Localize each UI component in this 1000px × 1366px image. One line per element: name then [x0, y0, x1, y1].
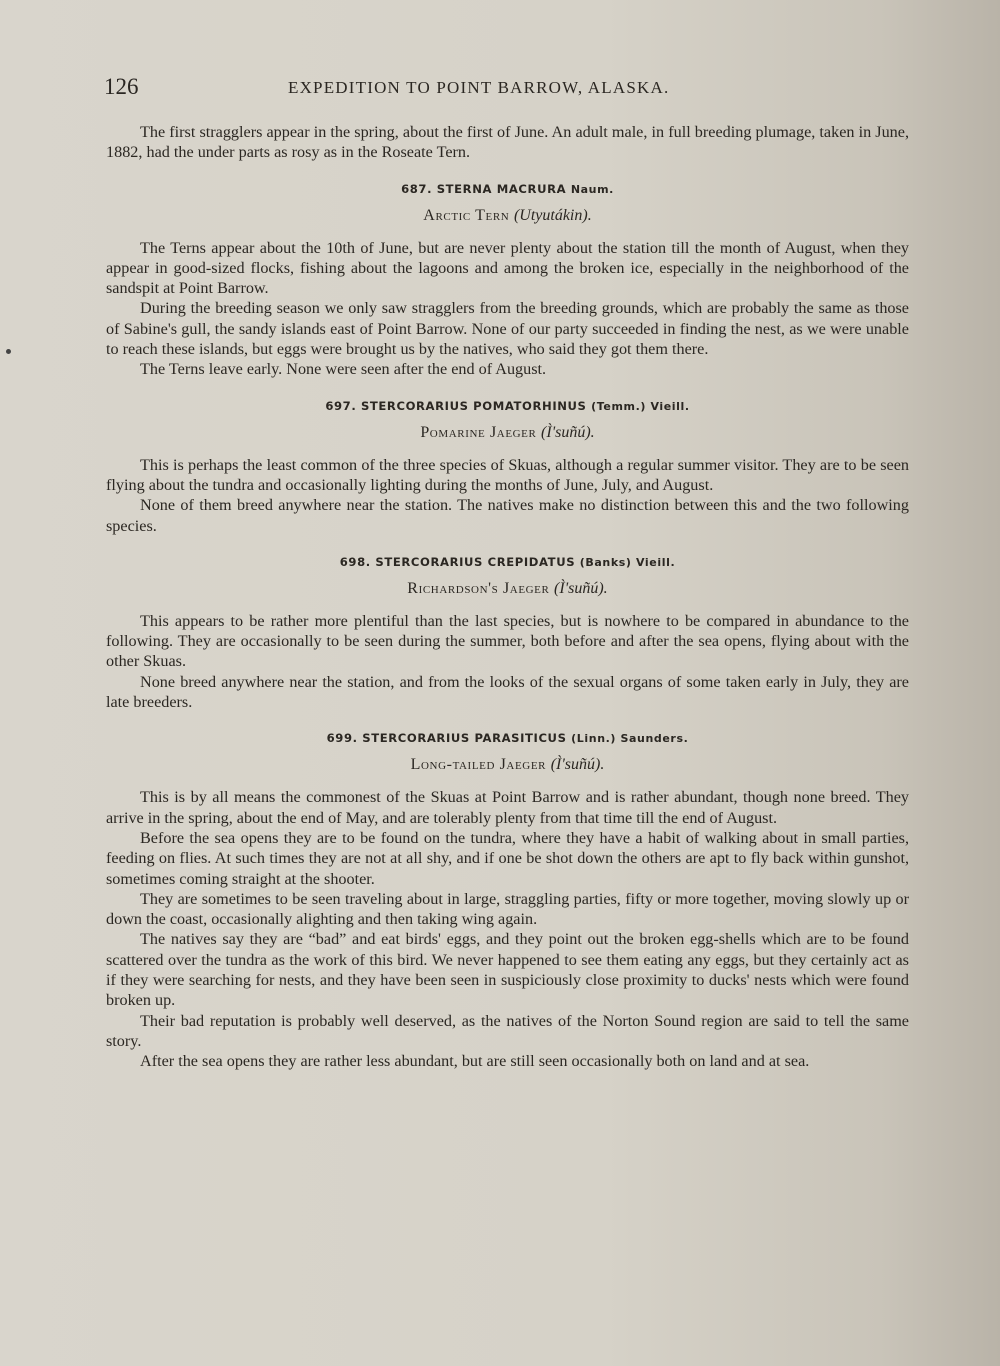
page-header [104, 74, 912, 104]
common-name-text: Long-tailed Jaeger [410, 756, 547, 774]
species-common-name [106, 423, 909, 443]
species-heading [106, 396, 909, 417]
paragraph: The natives say they are “bad” and eat birds' eggs, and they point out the broken egg-shells which are to be found scattered over the tundra as the work of this bird. We never happened to see them eating any eggs, but they certainly act as if they were searching for nests, and they have been seen in suspiciously close proximity to ducks' nests which were found broken up. [106, 930, 909, 1010]
common-name-text: Richardson's Jaeger [407, 579, 550, 597]
page-number: 126 [104, 74, 139, 99]
paragraph: During the breeding season we only saw stragglers from the breeding grounds, which are probably the same as those of Sabine's gull, the sandy islands east of Point Barrow. None of our party succeeded in finding the nest, as we were unable to reach these islands, but eggs were brought us by the natives, who said they got them there. [106, 299, 909, 359]
species-heading-name: 687. STERNA MACRURA [401, 181, 567, 196]
paragraph: This is by all means the commonest of the Skuas at Point Barrow and is rather abundant, though none breed. They arrive in the spring, about the end of May, and are tolerably plenty from that time till the end of August. [106, 788, 909, 827]
paragraph: This appears to be rather more plentiful than the last species, but is nowhere to be compared in abundance to the following. They are occasionally to be seen during the summer, both before and after the sea opens, flying about with the other Skuas. [106, 611, 909, 671]
species-common-name [106, 579, 909, 599]
species-heading [106, 179, 909, 200]
paragraph: This is perhaps the least common of the three species of Skuas, although a regular summer visitor. They are to be seen flying about the tundra and occasionally lighting during the months of June, July, and August. [106, 455, 909, 494]
paragraph: Before the sea opens they are to be found on the tundra, where they have a habit of walking about in small parties, feeding on flies. At such times they are not at all shy, and if one be shot down the others are apt to fly back within gunshot, sometimes coming straight at the shooter. [106, 828, 909, 888]
species-common-name [106, 755, 909, 775]
paragraph: After the sea opens they are rather less abundant, but are still seen occasionally both on land and at sea. [140, 1052, 810, 1071]
intro-paragraph: The first stragglers appear in the spring, about the first of June. An adult male, in full breeding plumage, taken in June, 1882, had the under parts as rosy as in the Roseate Tern. [106, 123, 909, 162]
paragraph: The Terns appear about the 10th of June, but are never plenty about the station till the month of August, when they appear in good-sized flocks, fishing about the lagoons and among the broken ice, especially in the neighborhood of the sandspit at Point Barrow. [106, 238, 909, 298]
species-authority: (Linn.) Saunders. [571, 732, 689, 746]
species-heading [106, 728, 909, 749]
species-authority: Naum. [570, 182, 614, 196]
species-heading-name: 697. STERCORARIUS POMATORHINUS [325, 398, 587, 413]
paragraph: None breed anywhere near the station, and from the looks of the sexual organs of some taken early in July, they are late breeders. [106, 672, 909, 712]
species-authority: (Temm.) Vieill. [591, 399, 690, 413]
species-heading-name: 698. STERCORARIUS CREPIDATUS [339, 554, 576, 569]
common-name-text: Pomarine Jaeger [420, 423, 537, 441]
species-authority: (Banks) Vieill. [579, 555, 676, 569]
paragraph: Their bad reputation is probably well deserved, as the natives of the Norton Sound region are said to tell the same story. [106, 1011, 909, 1050]
species-common-name [106, 206, 909, 226]
paragraph: The Terns leave early. None were seen after the end of August. [140, 360, 547, 379]
running-title: EXPEDITION TO POINT BARROW, ALASKA. [288, 78, 670, 97]
paragraph: None of them breed anywhere near the station. The natives make no distinction between this and the two following species. [106, 496, 909, 535]
native-name-text: (Ì'suñú). [554, 579, 608, 597]
species-heading-name: 699. STERCORARIUS PARASITICUS [326, 731, 567, 746]
native-name-text: (Ì'suñú). [541, 423, 595, 441]
common-name-text: Arctic Tern [423, 206, 510, 224]
native-name-text: (Utyutákin). [513, 206, 592, 224]
page-body [106, 122, 909, 1072]
species-heading [106, 552, 909, 573]
native-name-text: (Ì'suñú). [550, 756, 605, 774]
paragraph: They are sometimes to be seen traveling about in large, straggling parties, fifty or more together, moving slowly up or down the coast, occasionally alighting and then taking wing again. [106, 889, 909, 929]
margin-mark [6, 349, 11, 354]
